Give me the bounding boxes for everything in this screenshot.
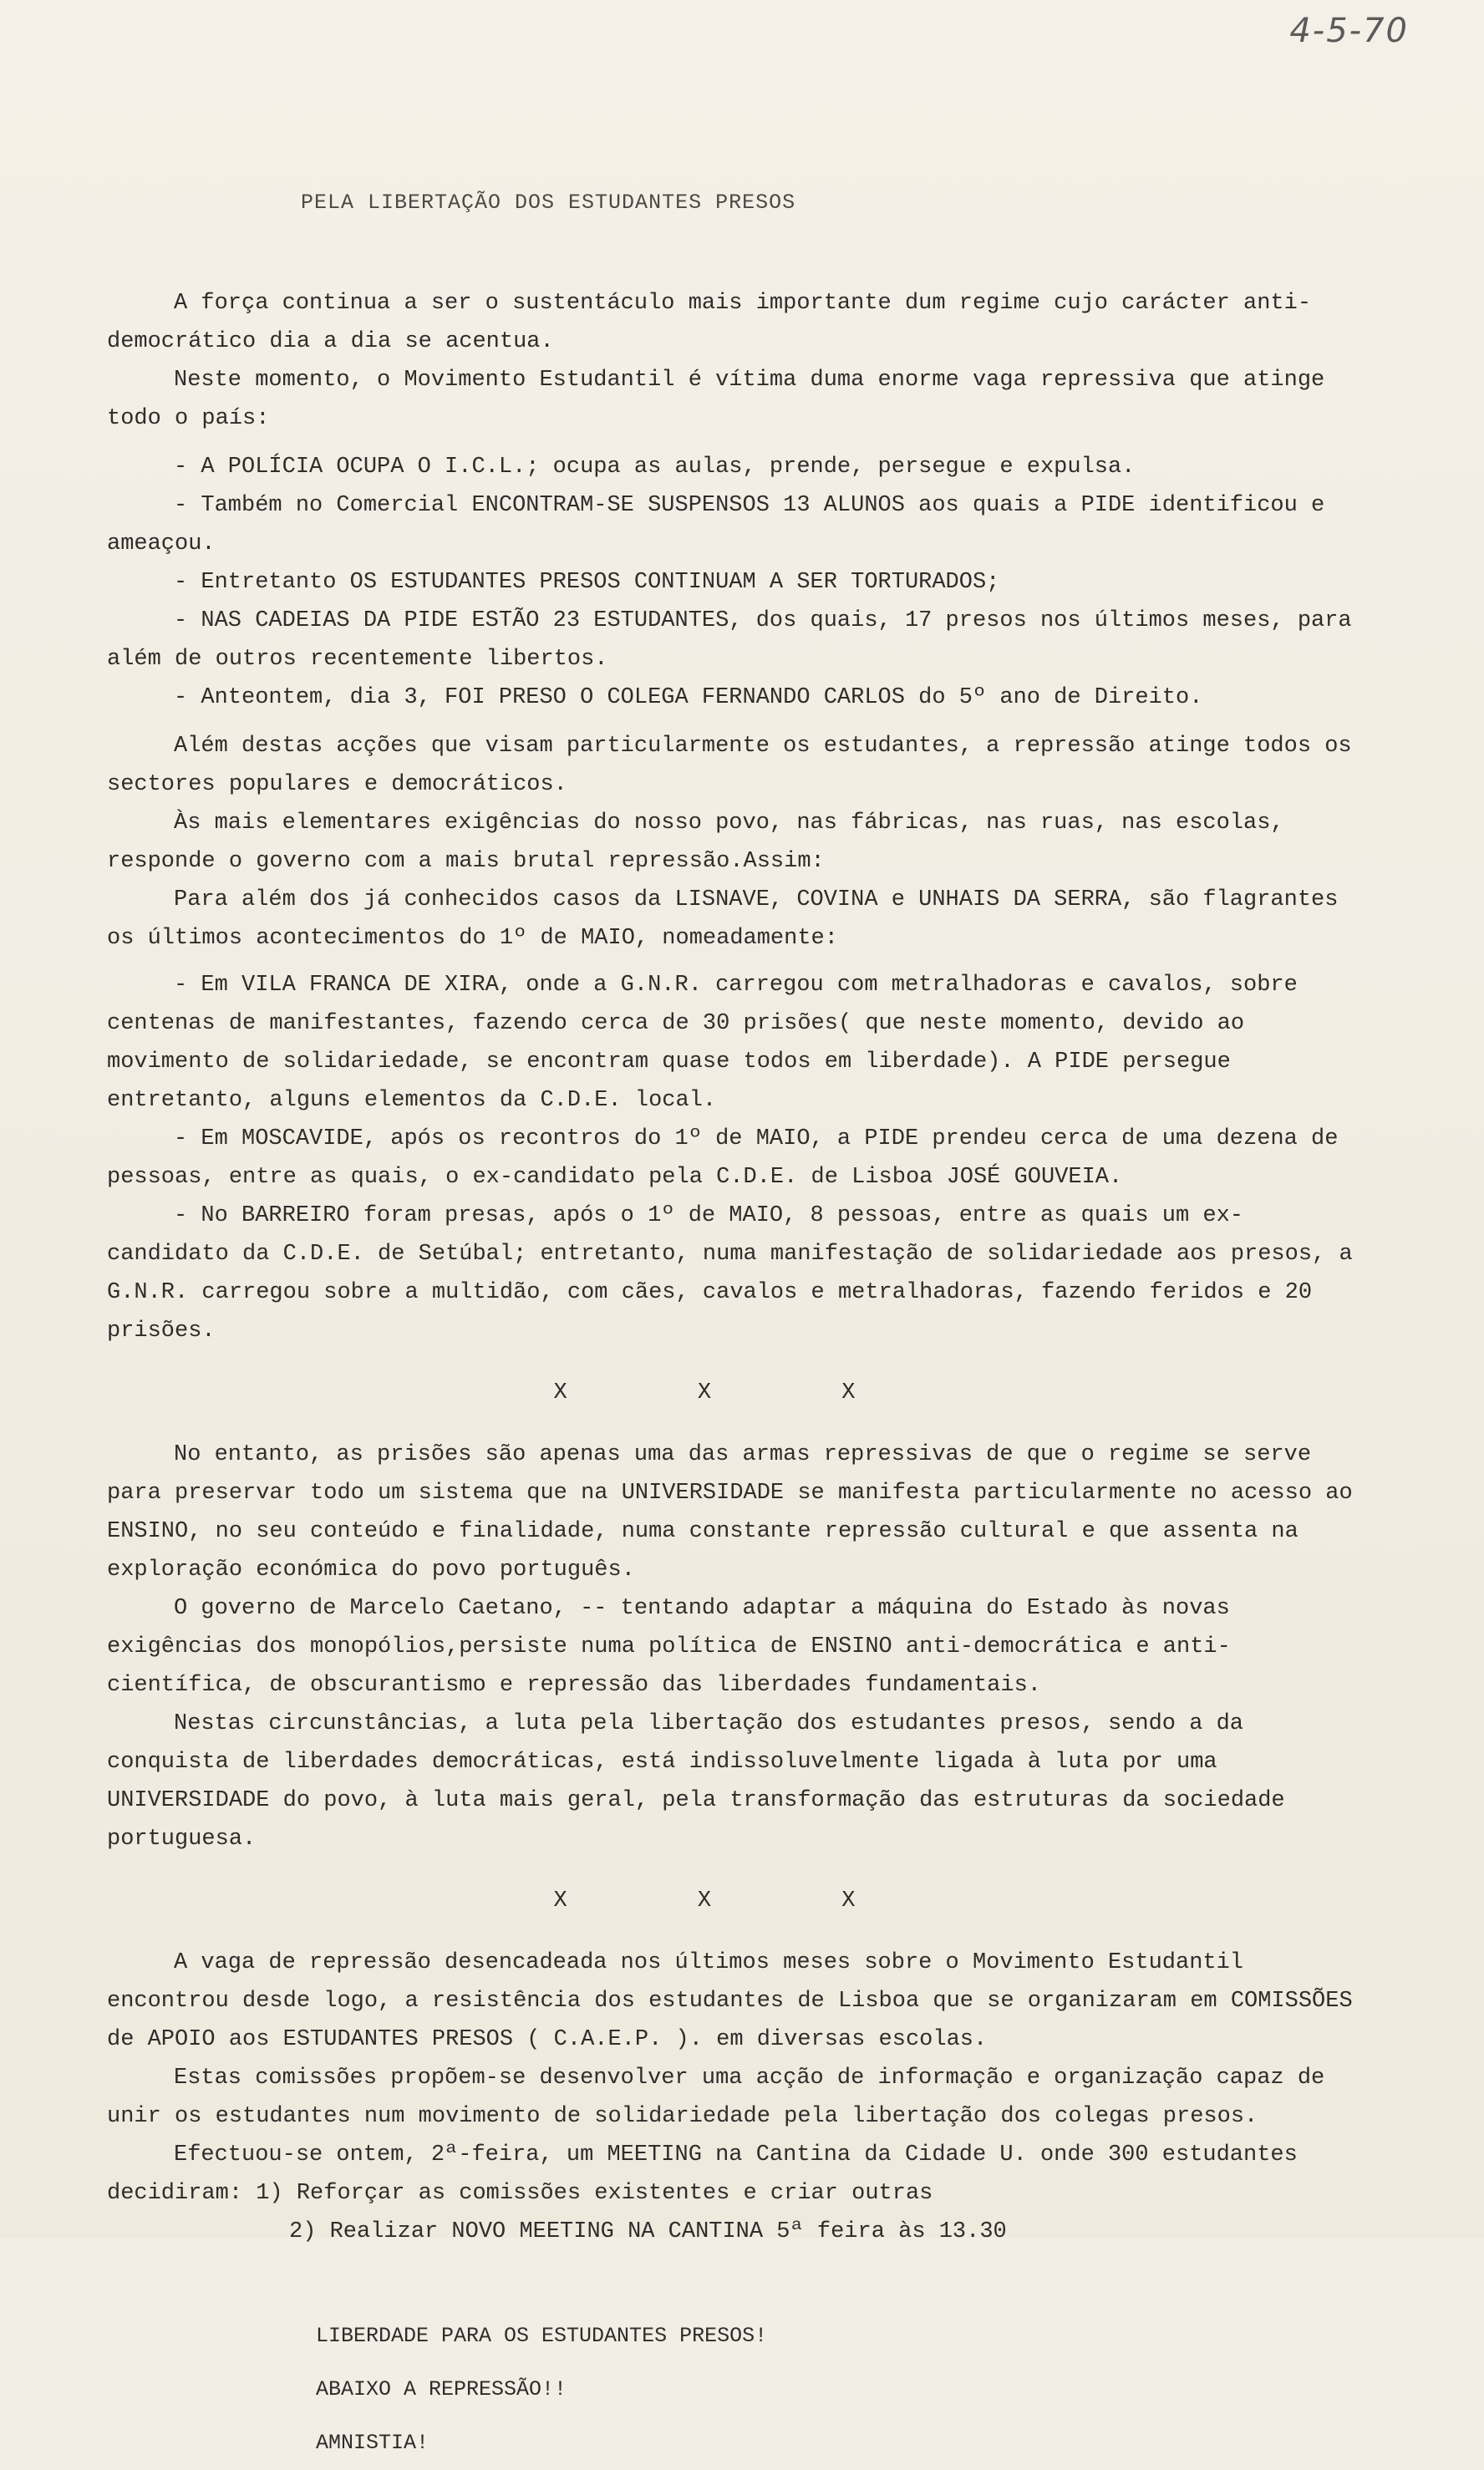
bullet-item: - Anteontem, dia 3, FOI PRESO O COLEGA FERNANDO CARLOS do 5º ano de Direito.: [174, 685, 1203, 710]
bullet-item: - No BARREIRO foram presas, após o 1º de MAIO, 8 pessoas, entre as quais um ex-candidato da C.D.E. de Setúbal; entretanto, numa manifestação de solidariedade aos presos, a G.N.R. carregou sobre a multidão, com cães, cavalos e metralhadoras, fazendo feridos e 20 prisões.: [107, 1203, 1353, 1344]
handwritten-date: 4-5-70: [1289, 12, 1409, 50]
bullet-item: - Em VILA FRANCA DE XIRA, onde a G.N.R. carregou com metralhadoras e cavalos, sobre centenas de manifestantes, fazendo cerca de 30 prisões( que neste momento, devido ao movimento de solidariedade, se encontram quase todos em liberdade). A PIDE persegue entretanto, alguns elementos da C.D.E. local.: [107, 973, 1298, 1113]
bullet-item: - A POLÍCIA OCUPA O I.C.L.; ocupa as aulas, prende, persegue e expulsa.: [174, 455, 1136, 480]
slogan: ABAIXO A REPRESSÃO!!: [316, 2377, 567, 2401]
bullet-item: - Entretanto OS ESTUDANTES PRESOS CONTINUAM A SER TORTURADOS;: [174, 570, 1000, 595]
section3-paragraph-2: Estas comissões propõem-se desenvolver uma acção de informação e organização capaz de unir os estudantes num movimento de solidariedade pela libertação dos colegas presos.: [107, 2066, 1325, 2129]
section2-paragraph-2: O governo de Marcelo Caetano, -- tentando adaptar a máquina do Estado às novas exigências dos monopólios,persiste numa política de ENSINO anti-democrática e anti-científica, de obscurantismo e repressão das liberdades fundamentais.: [107, 1596, 1231, 1698]
section-separator: X X X: [553, 1888, 914, 1913]
intro-paragraph-1: A força continua a ser o sustentáculo mais importante dum regime cujo carácter anti-democrático dia a dia se acentua.: [107, 291, 1312, 354]
section-separator: X X X: [553, 1380, 914, 1405]
document-body: [107, 284, 1360, 2470]
middle-paragraph-2: Às mais elementares exigências do nosso povo, nas fábricas, nas ruas, nas escolas, responde o governo com a mais brutal repressão.Assim:: [107, 811, 1284, 874]
slogan: AMNISTIA!: [316, 2431, 429, 2455]
section3-paragraph-1: A vaga de repressão desencadeada nos últimos meses sobre o Movimento Estudantil encontrou desde logo, a resistência dos estudantes de Lisboa que se organizaram em COMISSÕES de APOIO aos ESTUDANTES PRESOS ( C.A.E.P. ). em diversas escolas.: [107, 1950, 1353, 2052]
intro-paragraph-2: Neste momento, o Movimento Estudantil é vítima duma enorme vaga repressiva que atinge todo o país:: [107, 368, 1325, 431]
slogan: LIBERDADE PARA OS ESTUDANTES PRESOS!: [316, 2324, 768, 2348]
middle-paragraph-1: Além destas acções que visam particularmente os estudantes, a repressão atinge todos os sectores populares e democráticos.: [107, 734, 1352, 797]
section3-list-item: 2) Realizar NOVO MEETING NA CANTINA 5ª feira às 13.30: [289, 2219, 1007, 2244]
document-title: PELA LIBERTAÇÃO DOS ESTUDANTES PRESOS: [301, 191, 796, 215]
bullet-item: - NAS CADEIAS DA PIDE ESTÃO 23 ESTUDANTES, dos quais, 17 presos nos últimos meses, para além de outros recentemente libertos.: [107, 608, 1352, 672]
section2-paragraph-1: No entanto, as prisões são apenas uma das armas repressivas de que o regime se serve para preservar todo um sistema que na UNIVERSIDADE se manifesta particularmente no acesso ao ENSINO, no seu conteúdo e finalidade, numa constante repressão cultural e que assenta na exploração económica do povo português.: [107, 1442, 1353, 1583]
bullet-item: - Em MOSCAVIDE, após os recontros do 1º de MAIO, a PIDE prendeu cerca de uma dezena de pessoas, entre as quais, o ex-candidato pela C.D.E. de Lisboa JOSÉ GOUVEIA.: [107, 1126, 1339, 1190]
bullet-item: - Também no Comercial ENCONTRAM-SE SUSPENSOS 13 ALUNOS aos quais a PIDE identificou e ameaçou.: [107, 493, 1325, 557]
section3-paragraph-3: Efectuou-se ontem, 2ª-feira, um MEETING na Cantina da Cidade U. onde 300 estudantes decidiram: 1) Reforçar as comissões existentes e criar outras: [107, 2142, 1298, 2206]
middle-paragraph-3: Para além dos já conhecidos casos da LISNAVE, COVINA e UNHAIS DA SERRA, são flagrantes os últimos acontecimentos do 1º de MAIO, nomeadamente:: [107, 887, 1339, 951]
section2-paragraph-3: Nestas circunstâncias, a luta pela libertação dos estudantes presos, sendo a da conquista de liberdades democráticas, está indissoluvelmente ligada à luta por uma UNIVERSIDADE do povo, à luta mais geral, pela transformação das estruturas da sociedade portuguesa.: [107, 1711, 1285, 1852]
slogans-block: [316, 2310, 1360, 2470]
